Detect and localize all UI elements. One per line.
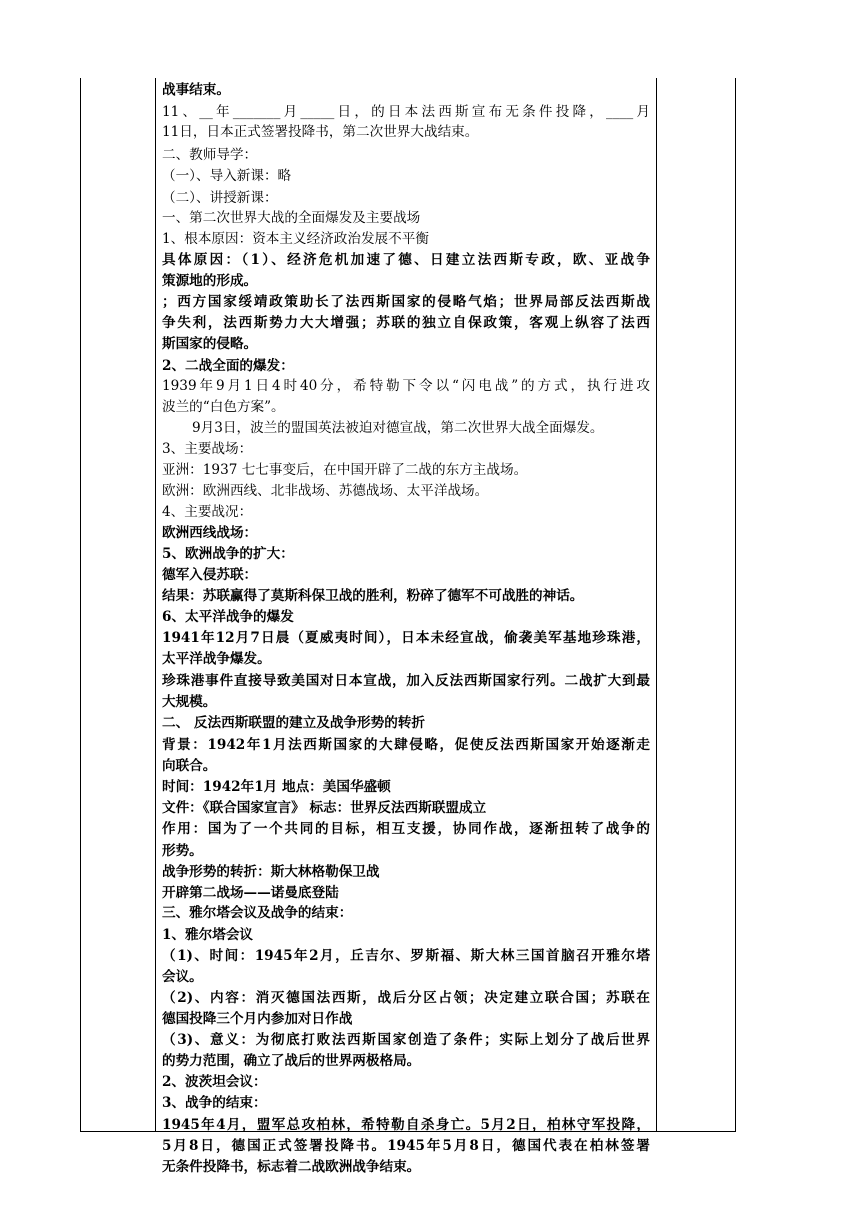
text-line: 5、欧洲战争的扩大： xyxy=(162,546,294,562)
text-line: 一、第二次世界大战的全面爆发及主要战场 xyxy=(162,210,421,226)
text-line: 三、雅尔塔会议及战争的结束： xyxy=(162,905,353,921)
text-line: 欧洲西线战场： xyxy=(162,525,258,541)
text-line: 斯国家的侵略。 xyxy=(162,336,258,352)
text-line: 文件：《联合国家宣言》 标志：世界反法西斯联盟成立 xyxy=(162,800,487,816)
text-line: 向联合。 xyxy=(162,758,217,774)
text-line: 二、 反法西斯联盟的建立及战争形势的转折 xyxy=(162,715,426,731)
text-line: 1、雅尔塔会议 xyxy=(162,927,254,943)
text-line: 无条件投降书，标志着二战欧洲战争结束。 xyxy=(162,1159,421,1175)
text-line: 5月8日，德国正式签署投降书。1945年5月8日，德国代表在柏林签署 xyxy=(162,1138,650,1154)
column-divider-right xyxy=(656,78,657,1131)
text-line: 会议。 xyxy=(162,969,203,985)
text-line: 开辟第二战场——诺曼底登陆 xyxy=(162,885,339,901)
text-line: 背景：1942年1月法西斯国家的大肆侵略，促使反法西斯国家开始逐渐走 xyxy=(162,737,650,753)
text-line: 德军入侵苏联： xyxy=(162,567,258,583)
text-line: （3)、意义：为彻底打败法西斯国家创造了条件；实际上划分了战后世界 xyxy=(162,1032,650,1048)
text-line: 争失利，法西斯势力大大增强；苏联的独立自保政策，客观上纵容了法西 xyxy=(162,315,650,331)
text-line: 3、战争的结束： xyxy=(162,1095,267,1111)
text-line: 11日，日本正式签署投降书，第二次世界大战结束。 xyxy=(162,124,479,140)
column-divider-left xyxy=(155,78,156,1131)
text-line: 1、根本原因：资本主义经济政治发展不平衡 xyxy=(162,231,429,247)
text-line: 时间：1942年1月 地点：美国华盛顿 xyxy=(162,779,391,795)
text-line: 形势。 xyxy=(162,843,203,859)
text-line: 的势力范围，确立了战后的世界两极格局。 xyxy=(162,1053,421,1069)
text-line: 太平洋战争爆发。 xyxy=(162,651,271,667)
text-line: 3、主要战场： xyxy=(162,441,253,457)
text-line: 2、波茨坦会议： xyxy=(162,1074,267,1090)
text-line: 珍珠港事件直接导致美国对日本宣战，加入反法西斯国家行列。二战扩大到最 xyxy=(162,673,650,689)
text-line: 结果：苏联赢得了莫斯科保卫战的胜利，粉碎了德军不可战胜的神话。 xyxy=(162,588,584,604)
text-line: 战事结束。 xyxy=(162,82,230,98)
text-line: （二）、讲授新课： xyxy=(162,190,278,206)
text-line: ；西方国家绥靖政策助长了法西斯国家的侵略气焰；世界局部反法西斯战 xyxy=(162,294,650,310)
text-line: 大规模。 xyxy=(162,694,217,710)
text-line: 1939年9月1日4时40分，希特勒下令以“闪电战”的方式，执行进攻 xyxy=(162,378,650,394)
text-line: 亚洲：1937 七七事变后，在中国开辟了二战的东方主战场。 xyxy=(162,462,528,478)
text-line: 作用：国为了一个共同的目标，相互支援，协同作战，逐渐扭转了战争的 xyxy=(162,821,650,837)
text-line: 具体原因：（1）、经济危机加速了德、日建立法西斯专政，欧、亚战争 xyxy=(162,252,650,268)
text-line: 德国投降三个月内参加对日作战 xyxy=(162,1011,353,1027)
text-line: 策源地的形成。 xyxy=(162,273,258,289)
text-line: 战争形势的转折：斯大林格勒保卫战 xyxy=(162,864,380,880)
text-line: 9月3日，波兰的盟国英法被迫对德宣战，第二次世界大战全面爆发。 xyxy=(192,420,604,436)
text-line: （一）、导入新课：略 xyxy=(162,168,292,184)
text-line: 1945年4月，盟军总攻柏林，希特勒自杀身亡。5月2日，柏林守军投降， xyxy=(162,1117,650,1133)
text-line: 波兰的“白色方案”。 xyxy=(162,399,285,415)
text-line: 二、教师导学： xyxy=(162,147,258,163)
text-line: 欧洲：欧洲西线、北非战场、苏德战场、太平洋战场。 xyxy=(162,483,489,499)
text-line: （2)、内容：消灭德国法西斯，战后分区占领；决定建立联合国；苏联在 xyxy=(162,990,650,1006)
text-line: 2、二战全面的爆发： xyxy=(162,358,294,374)
text-line: 6、太平洋战争的爆发 xyxy=(162,609,294,625)
text-line: （1)、时间：1945年2月，丘吉尔、罗斯福、斯大林三国首脑召开雅尔塔 xyxy=(162,948,650,964)
text-line: 1941年12月7日晨（夏威夷时间），日本未经宣战，偷袭美军基地珍珠港， xyxy=(162,630,650,646)
text-line: 11、__年_______月_____日，的日本法西斯宣布无条件投降，____月 xyxy=(162,104,650,120)
text-line: 4、主要战况： xyxy=(162,504,253,520)
